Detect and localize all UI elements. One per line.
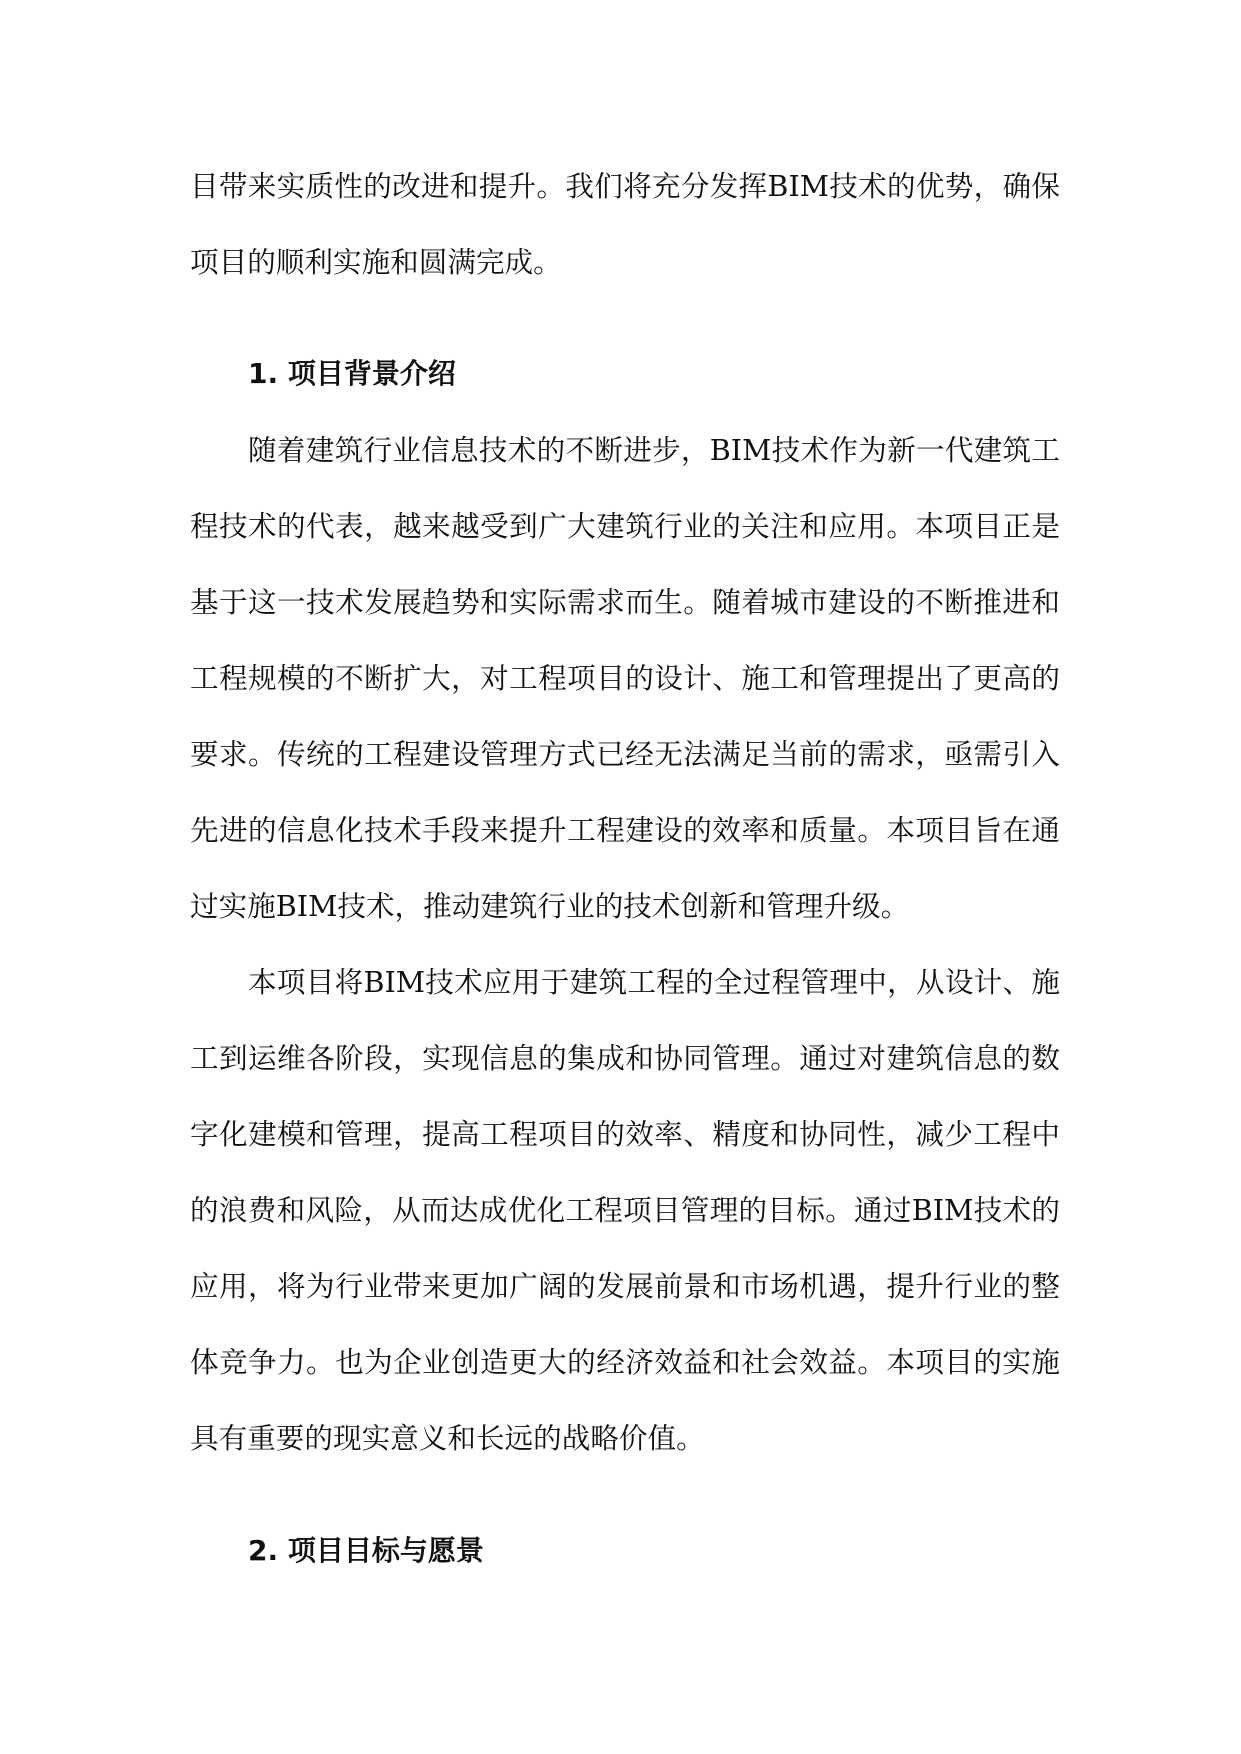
section-1-paragraph-2: 本项目将BIM技术应用于建筑工程的全过程管理中，从设计、施工到运维各阶段，实现信息的集成和协同管理。通过对建筑信息的数字化建模和管理，提高工程项目的效率、精度和协同性，减少工程中的浪费和风险，从而达成优化工程项目管理的目标。通过BIM技术的应用，将为行业带来更加广阔的发展前景和市场机遇，提升行业的整体竞争力。也为企业创造更大的经济效益和社会效益。本项目的实施具有重要的现实意义和长远的战略价值。 (190, 965, 1060, 1455)
section-1-heading: 1. 项目背景介绍 (248, 357, 456, 390)
spacer (190, 1476, 1060, 1513)
section-2-heading: 2. 项目目标与愿景 (248, 1534, 484, 1567)
spacer (190, 300, 1060, 336)
text-column (190, 148, 1060, 1589)
intro-continuation-paragraph: 目带来实质性的改进和提升。我们将充分发挥BIM技术的优势，确保项目的顺利实施和圆满完成。 (190, 169, 1060, 279)
section-1-paragraph-1: 随着建筑行业信息技术的不断进步，BIM技术作为新一代建筑工程技术的代表，越来越受到广大建筑行业的关注和应用。本项目正是基于这一技术发展趋势和实际需求而生。随着城市建设的不断推进和工程规模的不断扩大，对工程项目的设计、施工和管理提出了更高的要求。传统的工程建设管理方式已经无法满足当前的需求，亟需引入先进的信息化技术手段来提升工程建设的效率和质量。本项目旨在通过实施BIM技术，推动建筑行业的技术创新和管理升级。 (190, 433, 1060, 923)
